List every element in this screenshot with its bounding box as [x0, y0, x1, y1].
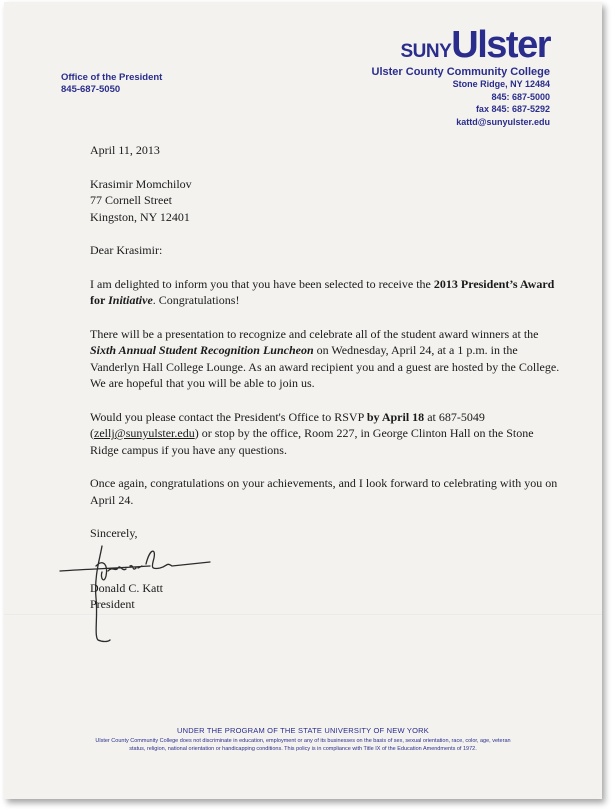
footer-suny-program: UNDER THE PROGRAM OF THE STATE UNIVERSITY OF NEW YORK: [177, 726, 429, 735]
signer-name: Donald C. Katt: [90, 580, 163, 595]
footer-nondiscrimination: Ulster County Community College does not discriminate in education, employment or any of its businesses on the basis of sex, sexual orientation, race, color, age, veteran status, religion, national orientation or handicapping conditions. This policy is in compliance with Title IX of the Education Amendments of 1972.: [95, 738, 511, 752]
p3-text-a: Would you please contact the President's Office to RSVP: [90, 409, 367, 424]
paragraph-rsvp: Would you please contact the President's Office to RSVP by April 18 at 687-5049 (zellj@sunyulster.edu) or stop by the office, Room 227, in George Clinton Hall on the Stone Ridge campus if you have any questions.: [90, 409, 534, 457]
award-name: 2013 President’s Award for: [90, 276, 555, 307]
office-title: Office of the President: [61, 72, 163, 83]
college-name: Ulster County Community College: [371, 66, 550, 78]
recipient-address: [90, 176, 560, 226]
letter-body: [90, 142, 560, 630]
signer-title: President: [90, 596, 135, 611]
paragraph-award: [90, 276, 560, 309]
letter-date: April 11, 2013: [90, 143, 160, 157]
p2-text-a: There will be a presentation to recognize and celebrate all of the student award winners at the: [90, 326, 539, 341]
p3-text-b: at 687-5049: [424, 409, 485, 424]
p2-text-b: on Wednesday, April 24, at a 1 p.m. in the Vanderlyn Hall College Lounge. As an award recipient you and a guest are hosted by the College. We are hopeful that you will be able to join us.: [90, 343, 560, 390]
luncheon-name: Sixth Annual Student Recognition Luncheon: [90, 343, 314, 357]
signature-block: [90, 550, 560, 630]
paragraph-closing: Once again, congratulations on your achievements, and I look forward to celebrating with you on April 24.: [90, 476, 558, 507]
p3-text-c: or stop by the office, Room 227, in George Clinton Hall on the Stone Ridge campus if you have any questions.: [90, 426, 534, 457]
salutation: Dear Krasimir:: [90, 243, 163, 257]
p1-text-b: . Congratulations!: [152, 293, 240, 307]
fax-number: fax 845: 687-5292: [475, 104, 550, 114]
recipient-name: Krasimir Momchilov: [90, 176, 192, 191]
closing: Sincerely,: [90, 526, 138, 540]
rsvp-email-link[interactable]: zellj@sunyulster.edu: [94, 426, 195, 440]
letter-page: [4, 2, 602, 799]
logo-suny: SUNY: [400, 41, 452, 62]
email-address: kattd@sunyulster.edu: [456, 116, 550, 127]
logo-ulster: Ulster: [451, 24, 550, 66]
recipient-street: 77 Cornell Street: [90, 193, 172, 207]
p1-text-a: I am delighted to inform you that you have been selected to receive the: [90, 276, 434, 291]
address-city: Stone Ridge, NY 12484: [452, 79, 550, 89]
letterhead-brand: [372, 26, 550, 128]
phone-number: 845: 687-5000: [491, 91, 550, 102]
recipient-city: Kingston, NY 12401: [90, 209, 190, 224]
letter-footer: [4, 726, 602, 753]
paragraph-luncheon: [90, 326, 560, 392]
suny-ulster-logo: [372, 26, 550, 64]
office-block: [61, 72, 162, 96]
award-name-initiative: Initiative: [108, 293, 153, 307]
office-phone: 845-687-5050: [61, 84, 121, 95]
rsvp-deadline: by April 18: [366, 409, 425, 424]
